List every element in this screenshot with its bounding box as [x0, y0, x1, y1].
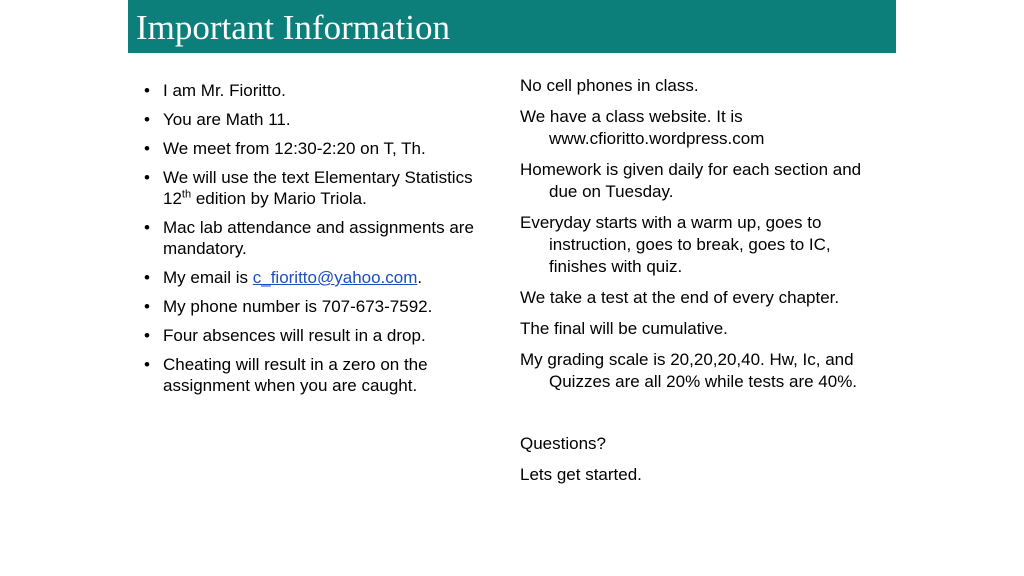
- paragraph-item: The final will be cumulative.: [520, 319, 728, 338]
- email-period: .: [417, 268, 423, 287]
- paragraph-item: We take a test at the end of every chapter.: [520, 288, 840, 307]
- closing-line: Lets get started.: [520, 465, 642, 484]
- paragraph-item: My grading scale is 20,20,20,40. Hw, Ic, and Quizzes are all 20% while tests are 40%.: [520, 350, 858, 391]
- list-item: [142, 267, 482, 288]
- paragraph-item: Homework is given daily for each section and due on Tuesday.: [520, 160, 862, 201]
- list-item: [142, 167, 482, 209]
- textbook-text-end: edition by Mario Triola.: [191, 189, 367, 208]
- bullet-dot: •: [144, 355, 150, 374]
- edition-superscript: th: [181, 188, 192, 201]
- title-bar: [128, 0, 896, 53]
- list-item-text: We meet from 12:30-2:20 on T, Th.: [163, 139, 426, 158]
- slide-title: Important Information: [136, 8, 450, 47]
- paragraph-item: Everyday starts with a warm up, goes to instruction, goes to break, goes to IC, finishes with quiz.: [520, 213, 831, 276]
- right-paragraph-list: [520, 75, 865, 495]
- list-item-text: Cheating will result in a zero on the assignment when you are caught.: [163, 355, 428, 395]
- questions-line: Questions?: [520, 434, 606, 453]
- list-item-text: You are Math 11.: [163, 110, 291, 129]
- email-link[interactable]: c_fioritto@yahoo.com: [252, 268, 418, 287]
- list-item: [142, 217, 482, 259]
- list-item: [142, 296, 482, 317]
- list-item: [142, 138, 482, 159]
- bullet-dot: •: [144, 297, 150, 316]
- bullet-dot: •: [144, 218, 150, 237]
- bullet-dot: •: [144, 168, 150, 187]
- bullet-dot: •: [144, 268, 150, 287]
- list-item-text: Mac lab attendance and assignments are mandatory.: [163, 218, 474, 258]
- bullet-dot: •: [144, 139, 150, 158]
- list-item-text: My phone number is 707-673-7592.: [163, 297, 433, 316]
- list-item-text: I am Mr. Fioritto.: [163, 81, 286, 100]
- list-item: [142, 109, 482, 130]
- list-item-text: [163, 168, 473, 208]
- bullet-dot: •: [144, 81, 150, 100]
- bullet-dot: •: [144, 110, 150, 129]
- list-item: [142, 80, 482, 101]
- textbook-text-start: We will use the text Elementary Statistics 12: [163, 168, 473, 208]
- list-item: [142, 354, 482, 396]
- paragraph-item: We have a class website. It is www.cfioritto.wordpress.com: [520, 107, 765, 148]
- paragraph-gap: [520, 402, 865, 433]
- list-item: [142, 325, 482, 346]
- bullet-dot: •: [144, 326, 150, 345]
- list-item-text: Four absences will result in a drop.: [163, 326, 426, 345]
- list-item-text: [163, 268, 422, 287]
- paragraph-item: No cell phones in class.: [520, 76, 699, 95]
- email-label: My email is: [163, 268, 253, 287]
- left-bullet-list: [142, 80, 482, 404]
